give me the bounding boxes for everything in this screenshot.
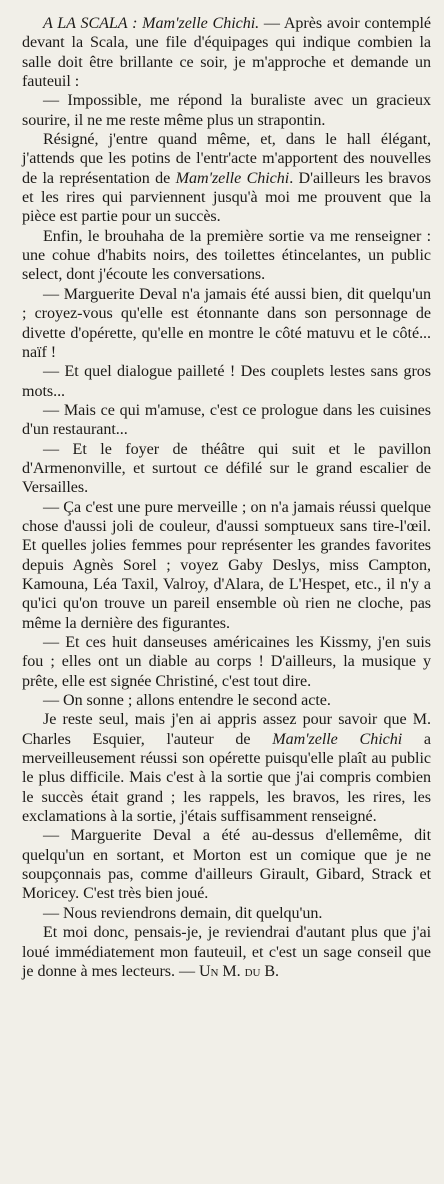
article-paragraph (22, 14, 431, 91)
paragraph-text: — Mais ce qui m'amuse, c'est ce prologue dans les cuisines d'un restaurant... (22, 401, 431, 439)
paragraph-text: — Marguerite Deval a été au-dessus d'ellemême, dit quelqu'un en sortant, et Morton est un comique que je ne soupçonnais pas, comme d'ailleurs Girault, Gibard, Strack et Moricey. C'est très bien joué. (22, 827, 431, 903)
paragraph-text: . D'ailleurs les bravos et les rires qui parviennent jusqu'à moi me prouvent que la pièce est partie pour un succès. (22, 169, 431, 226)
paragraph-text: — Et ces huit danseuses américaines les Kissmy, j'en suis fou ; elles ont un diable au corps ! D'ailleurs, la musique y prête, elle est signée Christiné, c'est tout dire. (22, 634, 431, 690)
article-paragraph (22, 710, 431, 826)
article-paragraph (22, 285, 431, 362)
article-body (22, 14, 431, 981)
article-paragraph (22, 91, 431, 130)
article-heading: A LA SCALA : Mam'zelle Chichi. (43, 15, 260, 32)
paragraph-text: — Nous reviendrons demain, dit quelqu'un. (43, 904, 323, 922)
paragraph-text: — Ça c'est une pure merveille ; on n'a jamais réussi quelque chose d'aussi joli de couleur, d'aussi somptueux sans tire-l'œil. Et quelles jolies femmes pour représenter les grandes favorites depuis Agnès Sorel ; voyez Gaby Deslys, miss Campton, Kamouna, Léa Taxil, Valroy, d'Alara, de L'Hespet, etc., il n'y a qu'ici qu'on trouve un pareil ensemble où rien ne cloche, pas même la dernière des figurantes. (22, 498, 431, 632)
article-paragraph (22, 691, 431, 710)
paragraph-text: — On sonne ; allons entendre le second acte. (43, 692, 331, 710)
paragraph-text: Je reste seul, mais j'en ai appris assez pour savoir que M. Charles Esquier, l'auteur de (22, 711, 431, 748)
article-paragraph (22, 826, 431, 903)
play-title: Mam'zelle Chichi (272, 730, 403, 748)
article-paragraph (22, 923, 431, 981)
paragraph-text: — Après avoir contemplé devant la Scala, une file d'équipages qui indique combien la salle doit être brillante ce soir, je m'approche et demande un fauteuil : (22, 15, 432, 91)
play-title: Mam'zelle Chichi (175, 169, 290, 187)
paragraph-text: Et moi donc, pensais-je, je reviendrai d'autant plus que j'ai loué immédiatement mon fauteuil, et c'est un sage conseil que je donne à mes lecteurs. — (22, 924, 431, 980)
article-paragraph (22, 401, 431, 440)
paragraph-text: — Et le foyer de théâtre qui suit et le pavillon d'Armenonville, et surtout ce défilé sur le grand escalier de Versailles. (22, 440, 431, 497)
author-signature: Un M. du B. (198, 962, 280, 980)
paragraph-text: Résigné, j'entre quand même, et, dans le hall élégant, j'attends que les potins de l'entr'acte m'apportent des nouvelles de la représentation de (22, 131, 431, 187)
paragraph-text: — Et quel dialogue pailleté ! Des couplets lestes sans gros mots... (22, 363, 431, 400)
paragraph-text: a merveilleusement réussi son opérette puisqu'elle plaît au public le plus difficile. Mais c'est à la sortie que j'ai compris combien le succès était grand ; les rappels, les bravos, les rires, les exclamations à la sortie, j'étais suffisamment renseigné. (22, 730, 431, 826)
article-paragraph (22, 362, 431, 401)
article-paragraph (22, 130, 431, 227)
article-paragraph (22, 440, 431, 498)
article-paragraph (22, 498, 431, 633)
article-paragraph (22, 904, 431, 923)
paragraph-text: — Impossible, me répond la buraliste avec un gracieux sourire, il ne me reste même plus un strapontin. (22, 92, 431, 129)
paragraph-text: Enfin, le brouhaha de la première sortie va me renseigner : une cohue d'habits noirs, des toilettes étincelantes, un public select, dont j'écoute les conversations. (22, 227, 431, 284)
article-paragraph (22, 227, 431, 285)
article-paragraph (22, 633, 431, 691)
paragraph-text: — Marguerite Deval n'a jamais été aussi bien, dit quelqu'un ; croyez-vous qu'elle est étonnante dans son personnage de divette d'opérette, qu'elle en montre le côté matuvu et le côté... naïf ! (22, 285, 431, 361)
